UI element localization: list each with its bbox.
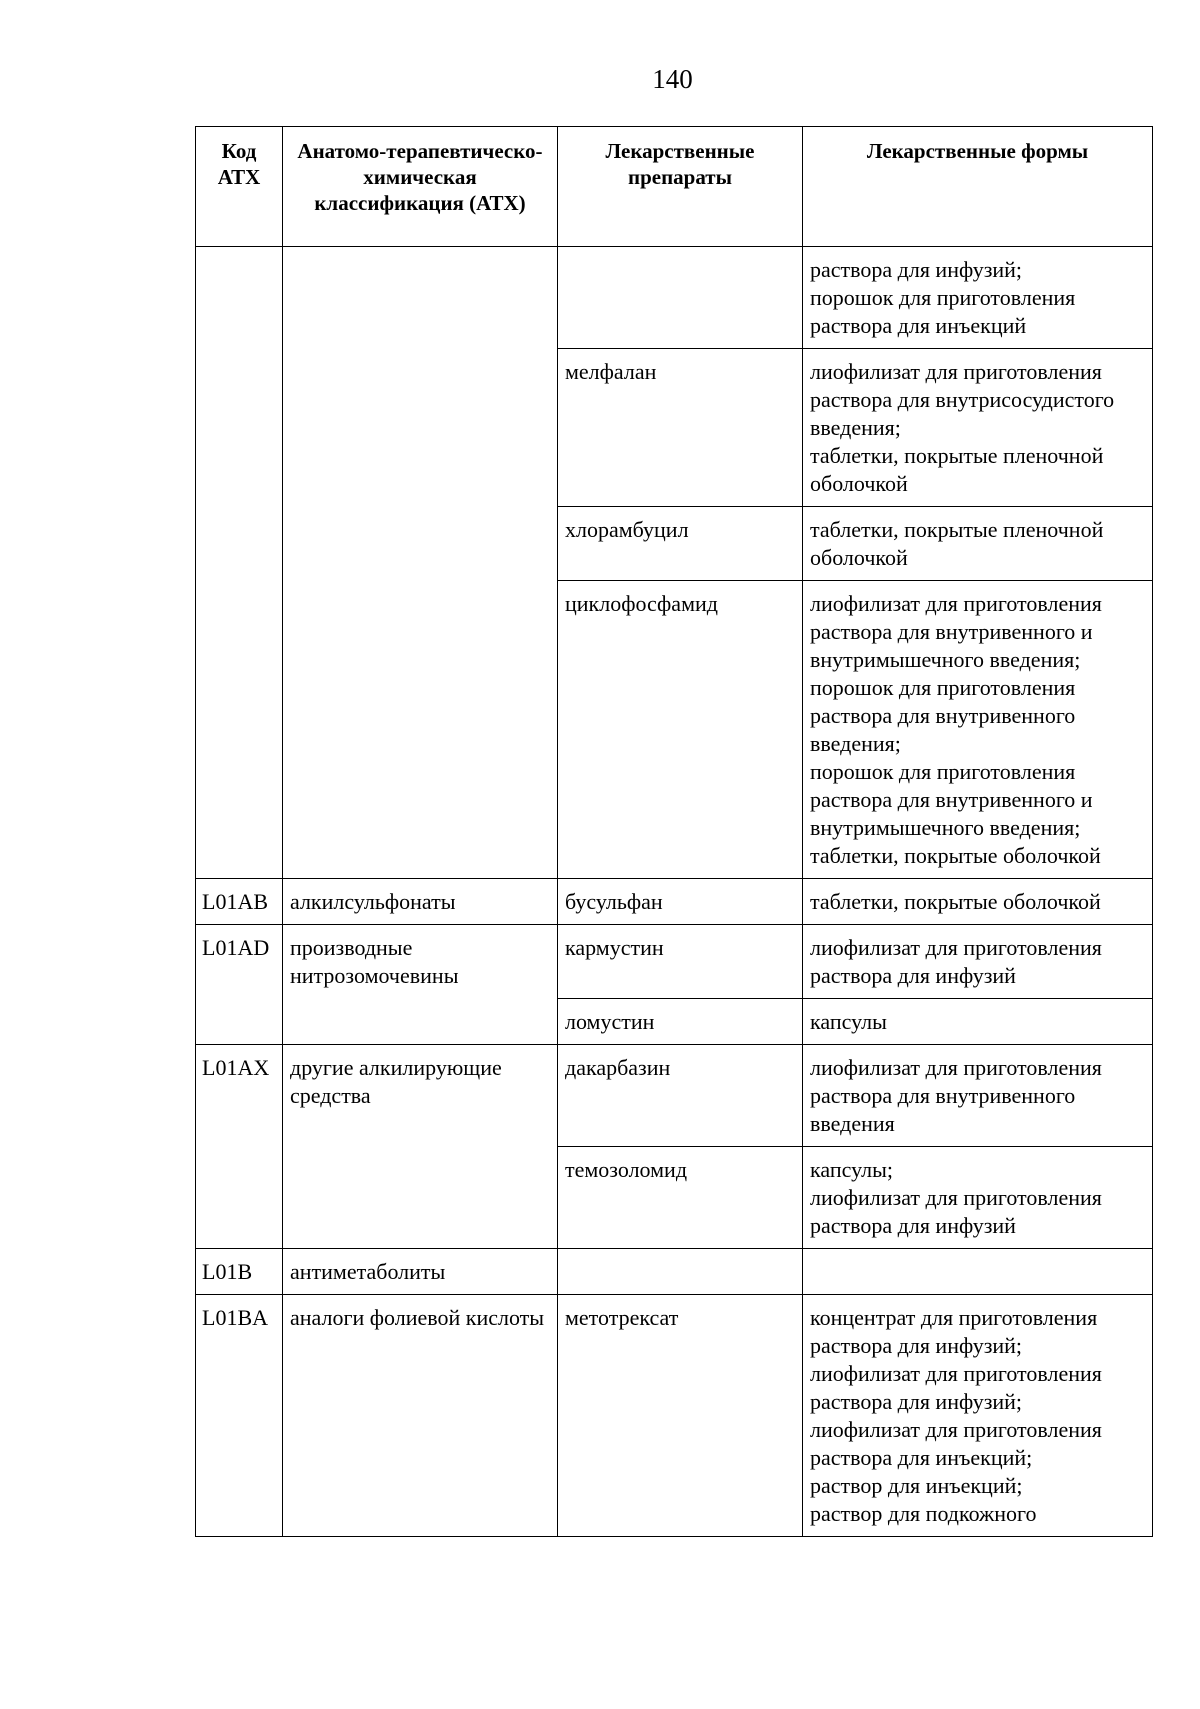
atc-class-cell: антиметаболиты (283, 1249, 558, 1295)
form-line: таблетки, покрытые оболочкой (810, 889, 1101, 914)
drug-cell: мелфалан (558, 349, 803, 507)
drug-cell (558, 247, 803, 349)
drug-cell: хлорамбуцил (558, 507, 803, 581)
form-line: лиофилизат для приготовления раствора для инъекций; (810, 1417, 1102, 1470)
drug-cell: бусульфан (558, 879, 803, 925)
forms-cell (803, 1295, 1153, 1537)
forms-cell (803, 349, 1153, 507)
table-row (196, 1249, 1153, 1295)
forms-cell (803, 999, 1153, 1045)
atc-drug-table (195, 126, 1153, 1537)
forms-cell (803, 1045, 1153, 1147)
form-line: концентрат для приготовления раствора для инфузий; (810, 1305, 1098, 1358)
atc-code-cell: L01B (196, 1249, 283, 1295)
forms-cell (803, 247, 1153, 349)
form-line: лиофилизат для приготовления раствора для инфузий (810, 935, 1102, 988)
atc-class-cell: другие алкилирующие средства (283, 1045, 558, 1249)
form-line: лиофилизат для приготовления раствора для инфузий (810, 1185, 1102, 1238)
table-row (196, 925, 1153, 999)
forms-cell (803, 507, 1153, 581)
header-atc-classification: Анатомо-терапевтическо-химическая классификация (АТХ) (283, 127, 558, 247)
form-line: капсулы; (810, 1157, 893, 1182)
drug-cell: ломустин (558, 999, 803, 1045)
forms-cell (803, 879, 1153, 925)
atc-code-cell: L01AD (196, 925, 283, 1045)
forms-cell (803, 1249, 1153, 1295)
form-line: лиофилизат для приготовления раствора для внутрисосудистого введения; (810, 359, 1115, 440)
drug-cell (558, 1249, 803, 1295)
form-line: порошок для приготовления раствора для инъекций (810, 285, 1076, 338)
atc-code-cell: L01AX (196, 1045, 283, 1249)
form-line: таблетки, покрытые пленочной оболочкой (810, 517, 1104, 570)
form-line: раствор для подкожного (810, 1501, 1037, 1526)
atc-class-cell: производные нитрозомочевины (283, 925, 558, 1045)
form-line: лиофилизат для приготовления раствора для внутривенного и внутримышечного введения; (810, 591, 1102, 672)
form-line: капсулы (810, 1009, 887, 1034)
drug-cell: метотрексат (558, 1295, 803, 1537)
form-line: порошок для приготовления раствора для внутривенного и внутримышечного введения; (810, 759, 1093, 840)
table-row (196, 1295, 1153, 1537)
form-line: раствора для инфузий; (810, 257, 1023, 282)
header-drugs: Лекарственные препараты (558, 127, 803, 247)
atc-class-cell (283, 247, 558, 879)
table-header-row (196, 127, 1153, 247)
atc-code-cell (196, 247, 283, 879)
atc-code-cell: L01BA (196, 1295, 283, 1537)
page-number: 140 (652, 64, 693, 94)
table-row (196, 247, 1153, 349)
form-line: раствор для инъекций; (810, 1473, 1023, 1498)
atc-class-cell: алкилсульфонаты (283, 879, 558, 925)
form-line: порошок для приготовления раствора для внутривенного введения; (810, 675, 1076, 756)
drug-cell: дакарбазин (558, 1045, 803, 1147)
form-line: лиофилизат для приготовления раствора для инфузий; (810, 1361, 1102, 1414)
atc-code-cell: L01AB (196, 879, 283, 925)
form-line: таблетки, покрытые оболочкой (810, 843, 1101, 868)
form-line: лиофилизат для приготовления раствора для внутривенного введения (810, 1055, 1102, 1136)
table-row (196, 1045, 1153, 1147)
forms-cell (803, 1147, 1153, 1249)
form-line: таблетки, покрытые пленочной оболочкой (810, 443, 1104, 496)
drug-cell: циклофосфамид (558, 581, 803, 879)
header-atc-code: Код АТХ (196, 127, 283, 247)
drug-cell: кармустин (558, 925, 803, 999)
atc-class-cell: аналоги фолиевой кислоты (283, 1295, 558, 1537)
forms-cell (803, 581, 1153, 879)
table-row (196, 879, 1153, 925)
drug-cell: темозоломид (558, 1147, 803, 1249)
forms-cell (803, 925, 1153, 999)
header-dosage-forms: Лекарственные формы (803, 127, 1153, 247)
